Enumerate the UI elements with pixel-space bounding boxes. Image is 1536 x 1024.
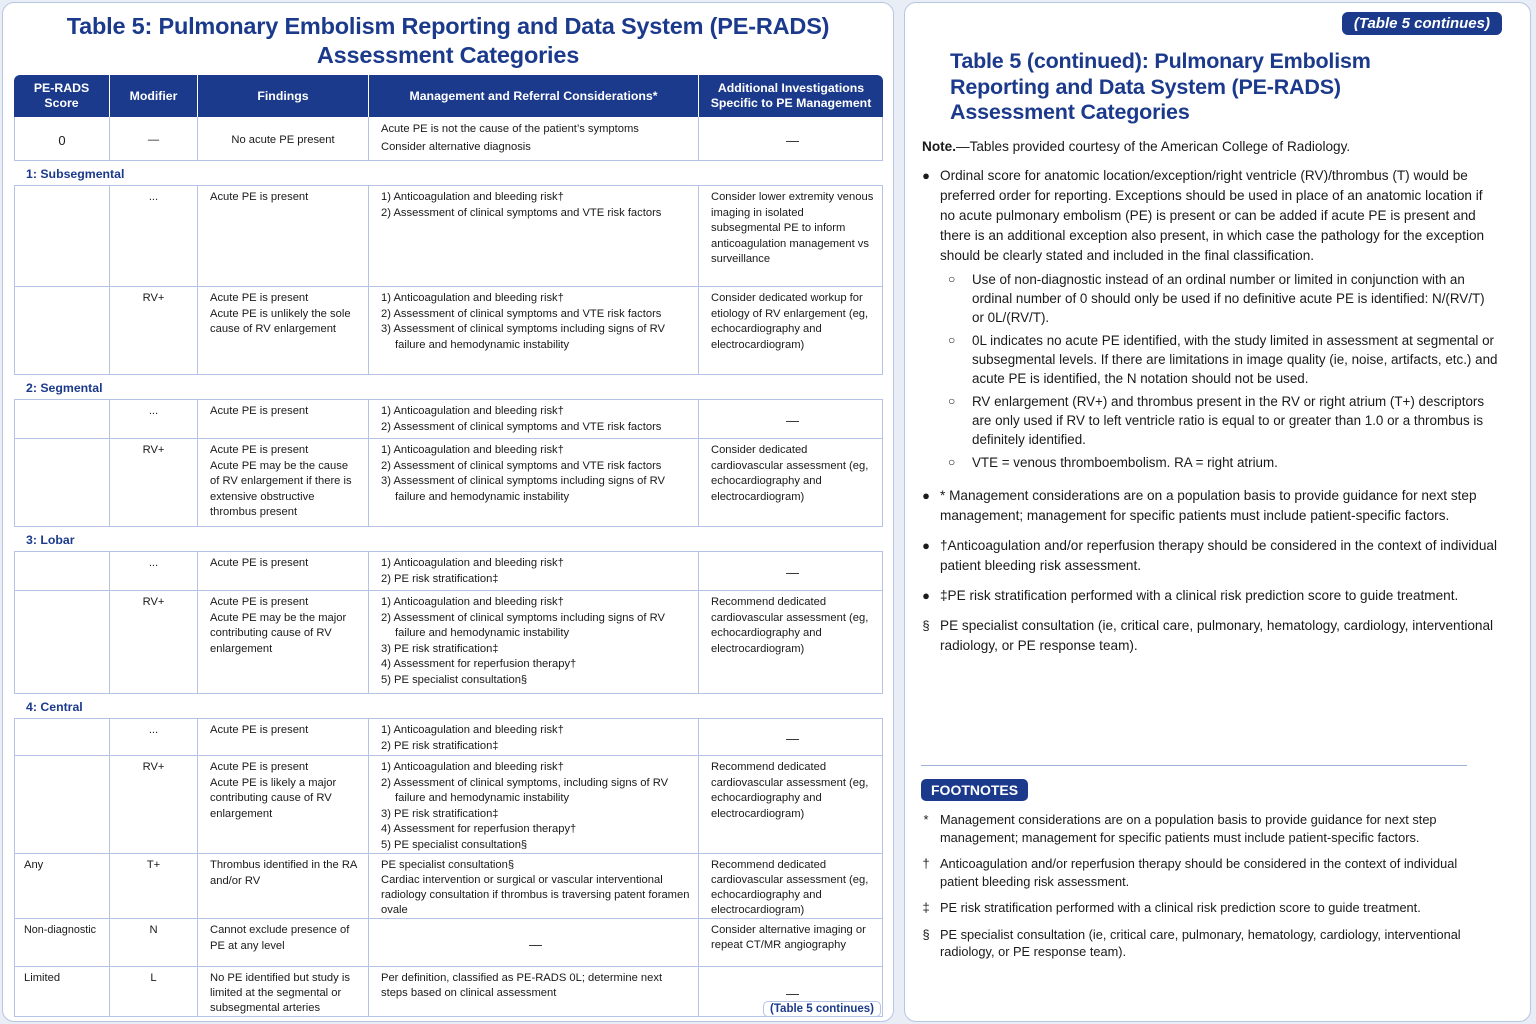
management-item: 4) Assessment for reperfusion therapy† [381,658,577,670]
footnote-item [918,899,1478,917]
cell-findings: Thrombus identified in the RA and/or RV [198,854,369,919]
cell-findings: No acute PE present [198,117,369,161]
cell-additional: — [699,718,883,756]
cell-findings: Acute PE is present [198,185,369,287]
cell-additional: Consider dedicated cardiovascular assessment (eg, echocardiography and electrocardiogram) [699,439,883,527]
findings-line: Acute PE is present [210,596,309,608]
section-row [14,161,883,185]
management-item: 2) Assessment of clinical symptoms and VTE risk factors [381,307,662,320]
findings-line: Acute PE is unlikely the sole cause of RV enlargement [210,307,351,335]
cell-findings: Cannot exclude presence of PE at any level [198,919,369,967]
cell-modifier: ... [110,399,198,439]
cell-additional: — [699,967,883,1017]
cell-modifier: RV+ [110,756,198,854]
footnote-item [918,811,1478,846]
bullet-text: †Anticoagulation and/or reperfusion therapy should be considered in the context of individual patient bleeding risk assessment. [940,538,1497,573]
cell-findings [198,756,369,854]
table-row [14,756,883,854]
divider [921,765,1467,766]
table-row [14,718,883,756]
bullet-text: * Management considerations are on a population basis to provide guidance for next step management; management for specific patients must include patient-specific factors. [940,488,1477,523]
section-label-central: 4: Central [26,700,83,715]
cell-score [14,287,110,375]
table-continues-pill: (Table 5 continues) [1342,12,1502,35]
footnotes-header: FOOTNOTES [921,779,1028,801]
table-continues-label: (Table 5 continues) [763,1001,881,1017]
management-line: Cardiac intervention or surgical or vascular interventional radiology consultation if thrombus is traversing patent foramen ovale [381,874,690,916]
subbullet-text: VTE = venous thromboembolism. RA = right atrium. [972,455,1278,470]
management-line: Acute PE is not the cause of the patient’s symptoms [381,123,639,135]
management-item: 2) Assessment of clinical symptoms and VTE risk factors [381,459,662,472]
management-item: 2) Assessment of clinical symptoms and VTE risk factors [381,420,662,433]
management-item: 1) Anticoagulation and bleeding risk† [381,444,564,456]
section-label-segmental: 2: Segmental [26,381,103,396]
cell-additional: Recommend dedicated cardiovascular assessment (eg, echocardiography and electrocardiogram) [699,756,883,854]
notes-panel [904,2,1531,1022]
footnotes-list [918,811,1478,970]
cell-modifier: ... [110,551,198,591]
table-header-row [14,75,883,117]
cell-management [369,439,699,527]
cell-additional: Recommend dedicated cardiovascular assessment (eg, echocardiography and electrocardiogram) [699,591,883,694]
table-row [14,591,883,694]
list-item [918,331,1498,388]
list-item [918,586,1498,606]
cell-score [14,439,110,527]
management-item: 3) Assessment of clinical symptoms including signs of RV failure and hemodynamic instability [381,475,665,503]
cell-management [369,591,699,694]
management-item: 2) PE risk stratification‡ [381,739,499,752]
table-title-line-2: Assessment Categories [316,42,580,68]
continued-title: Table 5 (continued): Pulmonary Embolism Reporting and Data System (PE-RADS) Assessment Categories [950,49,1371,124]
management-item: 5) PE specialist consultation§ [381,838,528,851]
management-item: 2) Assessment of clinical symptoms, including signs of RV failure and hemodynamic instability [381,776,669,804]
footnote-text: PE risk stratification performed with a clinical risk prediction score to guide treatment. [940,900,1421,915]
cell-modifier: L [110,967,198,1017]
management-item: 2) PE risk stratification‡ [381,572,499,585]
cell-findings: No PE identified but study is limited at the segmental or subsegmental arteries [198,967,369,1017]
cell-modifier: RV+ [110,591,198,694]
header-additional: Additional Investigations Specific to PE Management [699,75,883,117]
cell-score: Any [14,854,110,919]
management-item: 1) Anticoagulation and bleeding risk† [381,761,564,773]
cell-score [14,591,110,694]
list-item [918,616,1498,656]
note-label: Note. [922,139,956,154]
cell-management [369,399,699,439]
header-score: PE-RADS Score [14,75,110,117]
cell-additional: — [699,551,883,591]
cell-modifier: T+ [110,854,198,919]
footnote-mark: † [922,856,930,871]
table-title [3,12,893,70]
note-text: —Tables provided courtesy of the American College of Radiology. [955,139,1351,154]
footnote-mark: ‡ [922,900,930,915]
circle-bullet-icon: ○ [948,272,956,286]
section-row [14,375,883,399]
cell-management [369,185,699,287]
management-item: 1) Anticoagulation and bleeding risk† [381,405,564,417]
cell-management [369,756,699,854]
list-item [918,166,1498,266]
cell-modifier: RV+ [110,439,198,527]
header-modifier: Modifier [110,75,198,117]
table-panel [2,2,894,1022]
findings-line: Acute PE is present [210,292,309,304]
management-item: 1) Anticoagulation and bleeding risk† [381,557,564,569]
section-label-lobar: 3: Lobar [26,533,75,548]
cell-additional: Consider alternative imaging or repeat CT/MR angiography [699,919,883,967]
management-item: 1) Anticoagulation and bleeding risk† [381,191,564,203]
section-mark: § [922,618,930,633]
cell-modifier: RV+ [110,287,198,375]
cell-score: Limited [14,967,110,1017]
management-line: Consider alternative diagnosis [381,140,531,153]
cell-modifier: ... [110,185,198,287]
header-findings: Findings [198,75,369,117]
management-item: 1) Anticoagulation and bleeding risk† [381,724,564,736]
management-line: PE specialist consultation§ [381,859,515,871]
management-item: 1) Anticoagulation and bleeding risk† [381,292,564,304]
cell-additional: — [699,399,883,439]
header-management: Management and Referral Considerations* [369,75,699,117]
findings-line: Acute PE is likely a major contributing cause of RV enlargement [210,776,337,820]
management-item: 1) Anticoagulation and bleeding risk† [381,596,564,608]
cell-modifier: N [110,919,198,967]
cell-score [14,399,110,439]
cell-management [369,117,699,161]
bullet-icon: ● [922,538,930,553]
cell-findings: Acute PE is present [198,718,369,756]
cell-findings [198,287,369,375]
footnote-mark: § [922,926,930,942]
findings-line: Acute PE may be the major contributing cause of RV enlargement [210,611,347,655]
cell-management [369,287,699,375]
list-item [918,536,1498,576]
management-item: 3) PE risk stratification‡ [381,642,499,655]
cell-additional: Recommend dedicated cardiovascular assessment (eg, echocardiography and electrocardiogram) [699,854,883,919]
table-row [14,185,883,287]
footnote-item [918,855,1478,890]
cell-additional: Consider lower extremity venous imaging in isolated subsegmental PE to inform anticoagulation management vs surveillance [699,185,883,287]
cell-findings [198,591,369,694]
footnote-text: Anticoagulation and/or reperfusion therapy should be considered in the context of individual patient bleeding risk assessment. [940,856,1458,889]
management-item: 2) Assessment of clinical symptoms and VTE risk factors [381,206,662,219]
circle-bullet-icon: ○ [948,333,956,347]
cell-modifier: ... [110,718,198,756]
findings-line: Acute PE is present [210,444,309,456]
findings-line: Acute PE may be the cause of RV enlargement if there is extensive obstructive thrombus present [210,459,352,518]
cell-management: Per definition, classified as PE-RADS 0L; determine next steps based on clinical assessment [369,967,699,1017]
cell-management [369,854,699,919]
cell-management: — [369,919,699,967]
list-item [918,453,1498,472]
cell-findings: Acute PE is present [198,551,369,591]
table-row [14,854,883,919]
cell-findings: Acute PE is present [198,399,369,439]
cell-modifier: — [110,117,198,161]
table-row [14,967,883,1017]
subbullet-text: RV enlargement (RV+) and thrombus present in the RV or right atrium (T+) descriptors are only used if RV to left ventricle ratio is equal to or greater than 1.0 or a thrombus is definitely identified. [972,394,1485,447]
footnote-text: PE specialist consultation (ie, critical care, pulmonary, hematology, cardiology, interventional radiology, or PE response team). [940,926,1461,959]
management-item: 3) PE risk stratification‡ [381,807,499,820]
footnote-item [918,926,1478,961]
notes-list [918,166,1498,660]
table-row [14,551,883,591]
table-row [14,439,883,527]
cell-findings [198,439,369,527]
circle-bullet-icon: ○ [948,394,956,408]
bullet-text: ‡PE risk stratification performed with a clinical risk prediction score to guide treatment. [940,588,1459,603]
cell-score [14,756,110,854]
bullet-text: PE specialist consultation (ie, critical care, pulmonary, hematology, cardiology, interventional radiology, or PE response team). [940,618,1494,653]
note-line [922,139,1350,154]
cell-score [14,185,110,287]
cell-score [14,551,110,591]
cell-score: 0 [14,117,110,161]
list-item [918,392,1498,449]
bullet-icon: ● [922,488,930,503]
footnote-text: Management considerations are on a population basis to provide guidance for next step management; management for specific patients must include patient-specific factors. [940,812,1437,845]
circle-bullet-icon: ○ [948,455,956,469]
table-title-line-1: Table 5: Pulmonary Embolism Reporting and Data System (PE-RADS) [66,13,830,39]
subbullet-text: Use of non-diagnostic instead of an ordinal number or limited in conjunction with an ordinal number of 0 should only be used if no definitive acute PE is identified: N/(RV/T) or 0L/(RV/T). [972,272,1485,325]
management-item: 2) Assessment of clinical symptoms including signs of RV failure and hemodynamic instability [381,611,665,639]
cell-management [369,718,699,756]
cell-management [369,551,699,591]
management-item: 4) Assessment for reperfusion therapy† [381,823,577,835]
section-row [14,527,883,551]
bullet-text: Ordinal score for anatomic location/exception/right ventricle (RV)/thrombus (T) would be preferred order for reporting. Exceptions should be used in place of an anatomic location if no acute pulmonary embolism (PE) is present or can be added if acute PE is present and there is an additional exception also present, in which case the pathology for the exception should be clearly stated and included in the final classification. [940,168,1485,263]
table-row [14,117,883,161]
list-item [918,270,1498,327]
table-row [14,287,883,375]
cell-score: Non-diagnostic [14,919,110,967]
cell-additional: Consider dedicated workup for etiology of RV enlargement (eg, echocardiography and electrocardiogram) [699,287,883,375]
list-item [918,486,1498,526]
footnote-mark: * [923,812,929,827]
table-row [14,399,883,439]
management-item: 3) Assessment of clinical symptoms including signs of RV failure and hemodynamic instability [381,323,665,351]
cell-additional: — [699,117,883,161]
bullet-icon: ● [922,168,930,183]
cell-score [14,718,110,756]
findings-line: Acute PE is present [210,761,309,773]
management-item: 5) PE specialist consultation§ [381,673,528,686]
table-row [14,919,883,967]
bullet-icon: ● [922,588,930,603]
section-row [14,694,883,718]
section-label-subsegmental: 1: Subsegmental [26,167,125,182]
subbullet-text: 0L indicates no acute PE identified, with the study limited in assessment at segmental or subsegmental levels. If there are limitations in image quality (ie, noise, artifacts, etc.) and acute PE is identified, the N notation should not be used. [972,333,1498,386]
pe-rads-table [14,75,883,1017]
